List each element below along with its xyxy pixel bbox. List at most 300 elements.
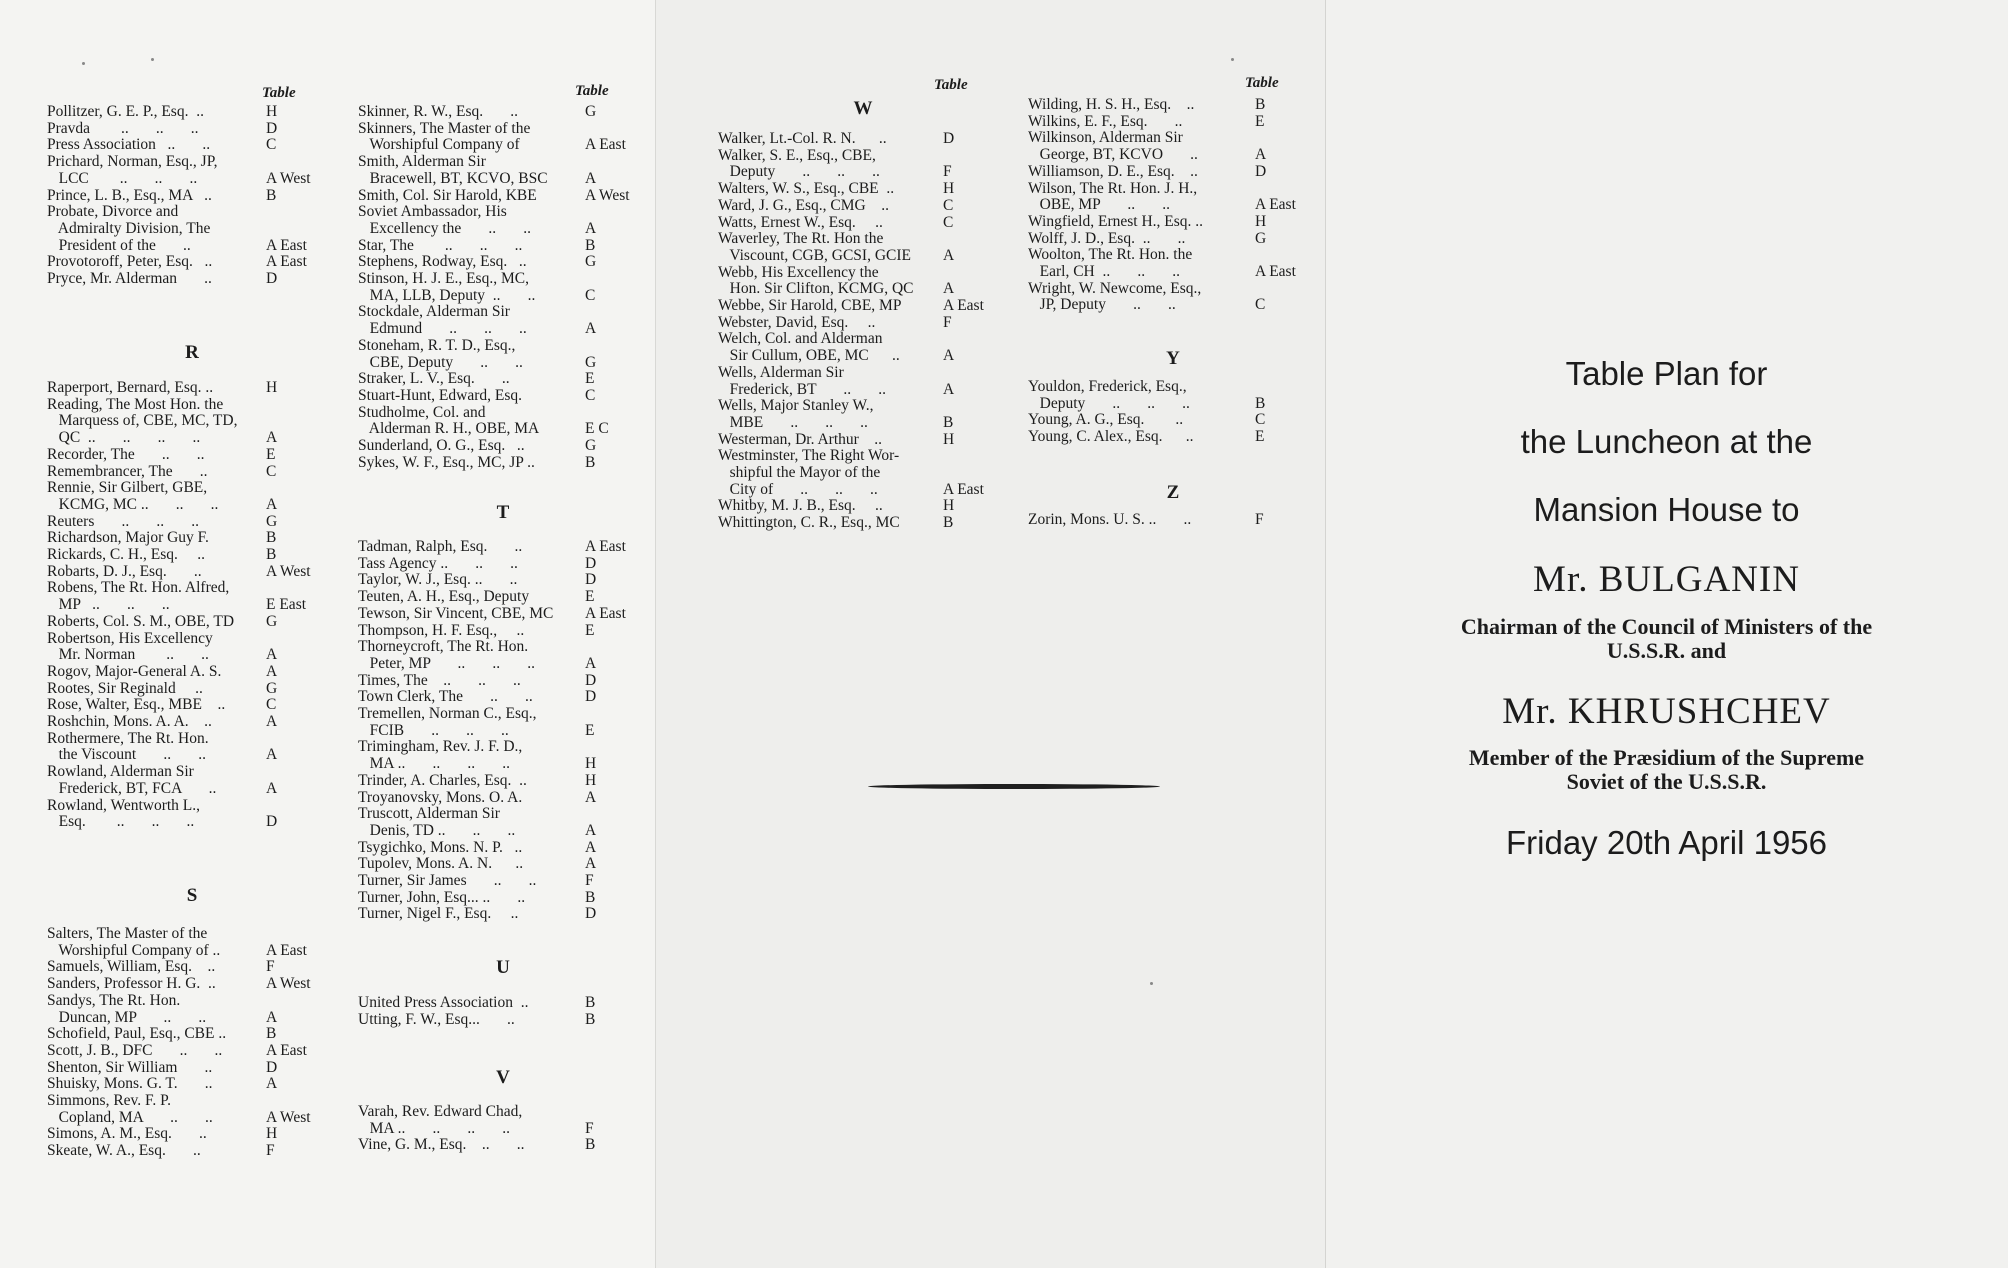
guest-name: Skeate, W. A., Esq. .. (47, 1142, 205, 1160)
guest-name: Skinner, R. W., Esq. .. (358, 103, 522, 120)
table-assignment: C (585, 386, 596, 404)
guest-entry (718, 331, 1013, 364)
guest-name: Troyanovsky, Mons. O. A. (358, 788, 530, 806)
table-assignment: A (266, 495, 278, 513)
guest-name: Shenton, Sir William .. (47, 1058, 217, 1076)
guest-entry (47, 464, 336, 481)
table-assignment: C (266, 696, 277, 714)
guest-entry (358, 405, 655, 438)
guest-entry (1028, 114, 1325, 131)
section-letter-v: V (496, 1067, 510, 1088)
guest-name: Rootes, Sir Reginald .. (47, 679, 207, 697)
table-assignment: B (266, 1025, 277, 1043)
table-column-header: Table (1245, 75, 1279, 91)
table-assignment: A (585, 788, 597, 806)
section-letter-r: R (185, 342, 199, 363)
guest-name: Tremellen, Norman C., Esq., FCIB .. .. .. (358, 705, 537, 739)
guest-entry (358, 188, 655, 205)
guest-name: Wolff, J. D., Esq. .. .. (1028, 229, 1190, 247)
table-assignment: F (585, 1119, 594, 1137)
table-column-header: Table (934, 77, 968, 93)
guest-name: Tupolev, Mons. A. N. .. (358, 855, 527, 873)
guest-entry (358, 1104, 655, 1137)
table-assignment: G (266, 679, 278, 697)
guest-name: Rogov, Major-General A. S. (47, 662, 226, 680)
guest-entry (358, 673, 655, 690)
table-assignment: D (1255, 162, 1267, 180)
guest-name: Teuten, A. H., Esq., Deputy (358, 588, 533, 606)
table-assignment: D (585, 905, 597, 923)
table-assignment: G (266, 612, 278, 630)
table-assignment: A East (266, 1041, 307, 1059)
guest-entry (47, 976, 336, 993)
guest-entry (358, 739, 655, 772)
table-assignment: F (266, 1142, 275, 1160)
guest-entry (47, 580, 336, 613)
guest-name: Studholme, Col. and Alderman R. H., OBE, MA (358, 403, 539, 438)
guest-name: Whittington, C. R., Esq., MC (718, 514, 904, 532)
guest-entry (358, 238, 655, 255)
guest-name: Robens, The Rt. Hon. Alfred, MP .. .. .. (47, 579, 230, 614)
table-assignment: C (943, 196, 954, 214)
guest-name: Wells, Major Stanley W., MBE .. .. .. (718, 397, 874, 431)
guest-name: Shuisky, Mons. G. T. .. (47, 1075, 217, 1093)
table-assignment: D (266, 270, 278, 288)
guest-name: Turner, Nigel F., Esq. .. (358, 905, 523, 923)
table-assignment: A (943, 347, 955, 365)
bulganin-title-line-1: Chairman of the Council of Ministers of the (1460, 614, 1873, 639)
table-assignment: D (585, 554, 597, 572)
table-assignment: H (943, 497, 955, 515)
guest-entry (1028, 214, 1325, 231)
table-assignment: E (266, 445, 276, 463)
table-assignment: B (585, 1010, 596, 1028)
table-assignment: C (266, 136, 277, 154)
guest-entry (1028, 247, 1325, 280)
guest-list-block (1028, 379, 1325, 446)
table-assignment: A East (943, 480, 984, 498)
guest-name: Rickards, C. H., Esq. .. (47, 546, 209, 564)
guest-entry (358, 1137, 655, 1154)
guest-name: Wright, W. Newcome, Esq., JP, Deputy .. .. (1028, 279, 1202, 314)
guest-entry (358, 455, 655, 472)
guest-name: Raperport, Bernard, Esq. .. (47, 379, 218, 396)
table-assignment: A (943, 380, 955, 398)
guest-entry (358, 204, 655, 237)
guest-name: Smith, Col. Sir Harold, KBE (358, 186, 545, 204)
table-assignment: B (1255, 394, 1266, 412)
guest-entry (47, 631, 336, 664)
guest-entry (358, 995, 655, 1012)
guest-name: Reading, The Most Hon. the Marquess of, CBE, MC, TD, QC .. .. .. .. (47, 395, 238, 447)
table-assignment: B (1255, 96, 1266, 113)
guest-name: Sykes, W. F., Esq., MC, JP .. (358, 453, 539, 471)
guest-entry (47, 1026, 336, 1043)
guest-entry (358, 906, 655, 923)
guest-entry (47, 993, 336, 1026)
table-assignment: H (266, 103, 278, 120)
guest-entry (47, 1043, 336, 1060)
section-letter-w: W (853, 98, 873, 119)
guest-entry (358, 338, 655, 371)
guest-name: Youldon, Frederick, Esq., Deputy .. .. .. (1028, 378, 1190, 412)
guest-name: Williamson, D. E., Esq. .. (1028, 162, 1202, 180)
guest-entry (358, 572, 655, 589)
guest-entry (358, 773, 655, 790)
table-assignment: F (266, 958, 275, 976)
guest-entry (47, 547, 336, 564)
guest-list-block (358, 104, 655, 471)
guest-list-block (358, 1104, 655, 1154)
table-assignment: E (1255, 112, 1265, 130)
table-assignment: E (585, 370, 595, 388)
table-assignment: A East (943, 297, 984, 315)
guest-name: Sanders, Professor H. G. .. (47, 975, 220, 993)
guest-name: Schofield, Paul, Esq., CBE .. (47, 1025, 230, 1043)
table-assignment: A East (585, 604, 626, 622)
guest-name: Westminster, The Right Wor- shipful the Mayor of the City of .. .. .. (718, 447, 900, 498)
khrushchev-title-line-2: Soviet of the U.S.S.R. (1566, 769, 1767, 794)
table-assignment: B (585, 1136, 596, 1154)
guest-name: Trimingham, Rev. J. F. D., MA .. .. .. .. (358, 738, 523, 773)
table-assignment: A (266, 429, 278, 447)
table-assignment: E East (266, 596, 307, 614)
guest-entry (358, 371, 655, 388)
table-assignment: A (585, 838, 597, 856)
guest-entry (718, 131, 1013, 148)
guest-name: Simons, A. M., Esq. .. (47, 1125, 211, 1143)
table-assignment: C (943, 213, 954, 231)
guest-entry (358, 840, 655, 857)
table-assignment: B (585, 236, 596, 254)
guest-entry (47, 764, 336, 797)
table-assignment: A (266, 779, 278, 797)
table-assignment: H (943, 180, 955, 198)
guest-name: Thompson, H. F. Esq., .. (358, 621, 529, 639)
guest-name: Turner, Sir James .. .. (358, 872, 541, 890)
table-assignment: G (585, 437, 597, 455)
guest-entry (47, 1076, 336, 1093)
guest-entry (47, 530, 336, 547)
guest-entry (1028, 231, 1325, 248)
guest-entry (47, 254, 336, 271)
guest-entry (358, 388, 655, 405)
table-assignment: A West (266, 562, 311, 580)
guest-entry (358, 1012, 655, 1029)
guest-entry (47, 926, 336, 959)
section-letter-u: U (496, 957, 510, 978)
guest-list-block (47, 926, 336, 1160)
guest-name: Walters, W. S., Esq., CBE .. (718, 180, 899, 198)
guest-entry (358, 623, 655, 640)
guest-list-block (358, 539, 655, 923)
guest-name: Wilkins, E. F., Esq. .. (1028, 112, 1187, 130)
cover-line-1: Table Plan for (1565, 355, 1768, 392)
table-assignment: D (585, 671, 597, 689)
guest-name: Ward, J. G., Esq., CMG .. (718, 196, 893, 214)
guest-name: Thorneycroft, The Rt. Hon. Peter, MP .. .. .. (358, 638, 536, 672)
guest-name: Remembrancer, The .. (47, 462, 212, 480)
guest-entry (1028, 181, 1325, 214)
guest-name: Welch, Col. and Alderman Sir Cullum, OBE, MC .. (718, 330, 900, 365)
table-assignment: B (943, 514, 954, 532)
table-assignment: A (266, 746, 278, 764)
guest-entry (358, 556, 655, 573)
guest-entry (358, 806, 655, 839)
table-assignment: A West (585, 186, 630, 204)
guest-list-block (1028, 97, 1325, 314)
guest-name: Prince, L. B., Esq., MA .. (47, 186, 216, 204)
table-assignment: E C (585, 420, 609, 438)
guest-entry (47, 614, 336, 631)
guest-name: Scott, J. B., DFC .. .. (47, 1041, 227, 1059)
guest-entry (358, 271, 655, 304)
guest-name: Rowland, Wentworth L., Esq. .. .. .. (47, 796, 201, 831)
guest-entry (358, 304, 655, 337)
guest-entry (1028, 164, 1325, 181)
guest-name: Roshchin, Mons. A. A. .. (47, 713, 216, 731)
table-assignment: A (266, 713, 278, 731)
guest-name: Rennie, Sir Gilbert, GBE, KCMG, MC .. .. .. (47, 479, 219, 513)
guest-entry (718, 298, 1013, 315)
table-assignment: B (585, 888, 596, 906)
guest-name: Recorder, The .. .. (47, 445, 209, 463)
guest-name: Skinners, The Master of the Worshipful Company of (358, 119, 531, 154)
guest-name: Woolton, The Rt. Hon. the Earl, CH .. .. .. (1028, 246, 1193, 281)
guest-entry (358, 706, 655, 739)
table-assignment: A (585, 855, 597, 873)
table-assignment: E (585, 621, 595, 639)
guest-entry (358, 104, 655, 121)
guest-name: United Press Association .. (358, 994, 533, 1011)
guest-entry (718, 448, 1013, 498)
guest-name: Varah, Rev. Edward Chad, MA .. .. .. .. (358, 1103, 523, 1137)
speck (82, 62, 85, 65)
table-assignment: F (943, 163, 952, 181)
table-column-header: Table (262, 85, 296, 101)
table-assignment: G (585, 253, 597, 271)
guest-entry (1028, 512, 1325, 529)
speck (151, 58, 154, 61)
table-assignment: H (585, 755, 597, 773)
guest-name: Tewson, Sir Vincent, CBE, MC (358, 604, 558, 622)
guest-entry (47, 380, 336, 397)
guest-entry (1028, 412, 1325, 429)
guest-entry (718, 215, 1013, 232)
table-assignment: H (266, 379, 278, 396)
guest-name: Stephens, Rodway, Esq. .. (358, 253, 531, 271)
guest-name: Wells, Alderman Sir Frederick, BT .. .. (718, 363, 887, 398)
guest-name: Truscott, Alderman Sir Denis, TD .. .. .. (358, 805, 516, 839)
section-letter-t: T (496, 502, 510, 523)
table-assignment: D (266, 813, 278, 831)
guest-list-block (47, 104, 336, 288)
guest-entry (718, 181, 1013, 198)
table-assignment: G (1255, 229, 1267, 247)
guest-entry (47, 798, 336, 831)
table-assignment: B (585, 453, 596, 471)
table-assignment: A (1255, 146, 1267, 164)
guest-name: Times, The .. .. .. (358, 671, 525, 689)
guest-name: Star, The .. .. .. (358, 236, 527, 254)
guest-list-block (718, 131, 1013, 532)
guest-entry (47, 104, 336, 121)
guest-entry (358, 639, 655, 672)
guest-name: Utting, F. W., Esq... .. (358, 1010, 519, 1028)
table-assignment: E (1255, 428, 1265, 446)
cover-line-2: the Luncheon at the (1520, 423, 1813, 460)
table-assignment: A (943, 246, 955, 264)
guest-name: Tass Agency .. .. .. (358, 554, 522, 572)
guest-name: Waverley, The Rt. Hon the Viscount, CGB, GCSI, GCIE (718, 230, 911, 264)
guest-name: Roberts, Col. S. M., OBE, TD (47, 612, 242, 630)
table-assignment: D (266, 1058, 278, 1076)
guest-entry (358, 539, 655, 556)
table-assignment: D (585, 571, 597, 589)
guest-name-khrushchev: Mr. KHRUSHCHEV (1502, 691, 1831, 732)
table-assignment: A East (1255, 263, 1296, 281)
table-assignment: A (585, 654, 597, 672)
guest-entry (358, 873, 655, 890)
guest-name: Taylor, W. J., Esq. .. .. (358, 571, 522, 589)
guest-name: Rose, Walter, Esq., MBE .. (47, 696, 230, 714)
table-column-header: Table (575, 83, 609, 99)
guest-entry (47, 1060, 336, 1077)
guest-entry (47, 1093, 336, 1126)
guest-entry (358, 154, 655, 187)
guest-name: Zorin, Mons. U. S. .. .. (1028, 511, 1196, 528)
guest-name: Vine, G. M., Esq. .. .. (358, 1136, 529, 1154)
guest-entry (718, 365, 1013, 398)
guest-name: Simmons, Rev. F. P. Copland, MA .. .. (47, 1092, 213, 1126)
table-assignment: G (266, 512, 278, 530)
guest-entry (358, 438, 655, 455)
table-assignment: B (585, 994, 596, 1011)
table-assignment: H (266, 1125, 278, 1143)
guest-list-block (47, 380, 336, 831)
guest-name: Smith, Alderman Sir Bracewell, BT, KCVO, BSC (358, 153, 548, 187)
table-assignment: A East (585, 538, 626, 555)
table-assignment: F (943, 313, 952, 331)
guest-entry (358, 790, 655, 807)
guest-entry (718, 198, 1013, 215)
guest-entry (47, 514, 336, 531)
khrushchev-title-line-1: Member of the Præsidium of the Supreme (1468, 745, 1865, 770)
guest-name: Wilkinson, Alderman Sir George, BT, KCVO .. (1028, 129, 1198, 164)
table-assignment: A (266, 1075, 278, 1093)
guest-name: Wingfield, Ernest H., Esq. .. (1028, 212, 1207, 230)
table-assignment: A East (266, 236, 307, 254)
table-assignment: C (266, 462, 277, 480)
table-assignment: A West (266, 169, 311, 187)
guest-entry (47, 480, 336, 513)
table-assignment: A East (266, 941, 307, 959)
guest-entry (718, 398, 1013, 431)
table-assignment: C (1255, 296, 1266, 314)
guest-name: Rowland, Alderman Sir Frederick, BT, FCA .. (47, 763, 217, 797)
guest-entry (718, 432, 1013, 449)
table-assignment: F (585, 872, 594, 890)
guest-name: Walker, Lt.-Col. R. N. .. (718, 130, 891, 147)
guest-name: Sandys, The Rt. Hon. Duncan, MP .. .. (47, 991, 207, 1026)
guest-entry (358, 254, 655, 271)
table-assignment: A (585, 169, 597, 187)
guest-name: Webb, His Excellency the Hon. Sir Clifton, KCMG, QC (718, 263, 914, 298)
guest-name: Tsygichko, Mons. N. P. .. (358, 838, 527, 856)
guest-name: Webbe, Sir Harold, CBE, MP (718, 297, 909, 315)
guest-entry (47, 664, 336, 681)
table-assignment: D (585, 688, 597, 706)
guest-name-bulganin: Mr. BULGANIN (1533, 559, 1800, 600)
table-assignment: C (585, 286, 596, 304)
table-assignment: D (943, 130, 955, 147)
guest-name: Pravda .. .. .. (47, 119, 203, 137)
guest-entry (718, 515, 1013, 532)
guest-name: Trinder, A. Charles, Esq. .. (358, 771, 531, 789)
guest-entry (1028, 130, 1325, 163)
guest-entry (718, 265, 1013, 298)
guest-name: Westerman, Dr. Arthur .. (718, 430, 886, 448)
guest-entry (47, 397, 336, 447)
guest-entry (47, 204, 336, 254)
table-assignment: D (266, 119, 278, 137)
guest-entry (1028, 379, 1325, 412)
guest-entry (358, 589, 655, 606)
table-assignment: B (943, 413, 954, 431)
table-assignment: G (585, 103, 597, 120)
guest-name: Wilson, The Rt. Hon. J. H., OBE, MP .. .. (1028, 179, 1198, 214)
table-assignment: A East (266, 253, 307, 271)
section-letter-s: S (186, 885, 198, 906)
guest-name: Reuters .. .. .. (47, 512, 203, 530)
guest-name: Walker, S. E., Esq., CBE, Deputy .. .. .. (718, 146, 880, 181)
guest-entry (47, 121, 336, 138)
table-assignment: H (1255, 212, 1267, 230)
guest-name: Town Clerk, The .. .. (358, 688, 537, 706)
guest-name: Stoneham, R. T. D., Esq., CBE, Deputy .. .. (358, 336, 523, 371)
cover-line-3: Mansion House to (1533, 491, 1800, 528)
guest-name: Stinson, H. J. E., Esq., MC, MA, LLB, Deputy .. .. (358, 270, 536, 304)
guest-entry (358, 890, 655, 907)
guest-entry (1028, 429, 1325, 446)
table-assignment: E (585, 721, 595, 739)
guest-entry (47, 154, 336, 187)
guest-entry (1028, 281, 1325, 314)
guest-name: Tadman, Ralph, Esq. .. (358, 538, 527, 555)
table-assignment: G (585, 353, 597, 371)
table-assignment: A (266, 1008, 278, 1026)
guest-entry (358, 606, 655, 623)
guest-name: Young, A. G., Esq. .. (1028, 411, 1188, 429)
event-date: Friday 20th April 1956 (1505, 824, 1828, 861)
divider-rule (868, 784, 1160, 789)
table-assignment: B (266, 529, 277, 547)
speck (1150, 982, 1153, 985)
guest-entry (718, 231, 1013, 264)
table-assignment: H (585, 771, 597, 789)
guest-name: Wilding, H. S. H., Esq. .. (1028, 96, 1199, 113)
guest-name: Rothermere, The Rt. Hon. the Viscount .. .. (47, 729, 209, 764)
guest-entry (47, 447, 336, 464)
guest-name: Watts, Ernest W., Esq. .. (718, 213, 887, 231)
table-assignment: A (585, 320, 597, 338)
section-letter-z: Z (1166, 482, 1180, 503)
guest-entry (47, 188, 336, 205)
table-assignment: A (266, 646, 278, 664)
guest-list-block (1028, 512, 1325, 529)
guest-entry (47, 714, 336, 731)
guest-name: Young, C. Alex., Esq. .. (1028, 428, 1198, 446)
